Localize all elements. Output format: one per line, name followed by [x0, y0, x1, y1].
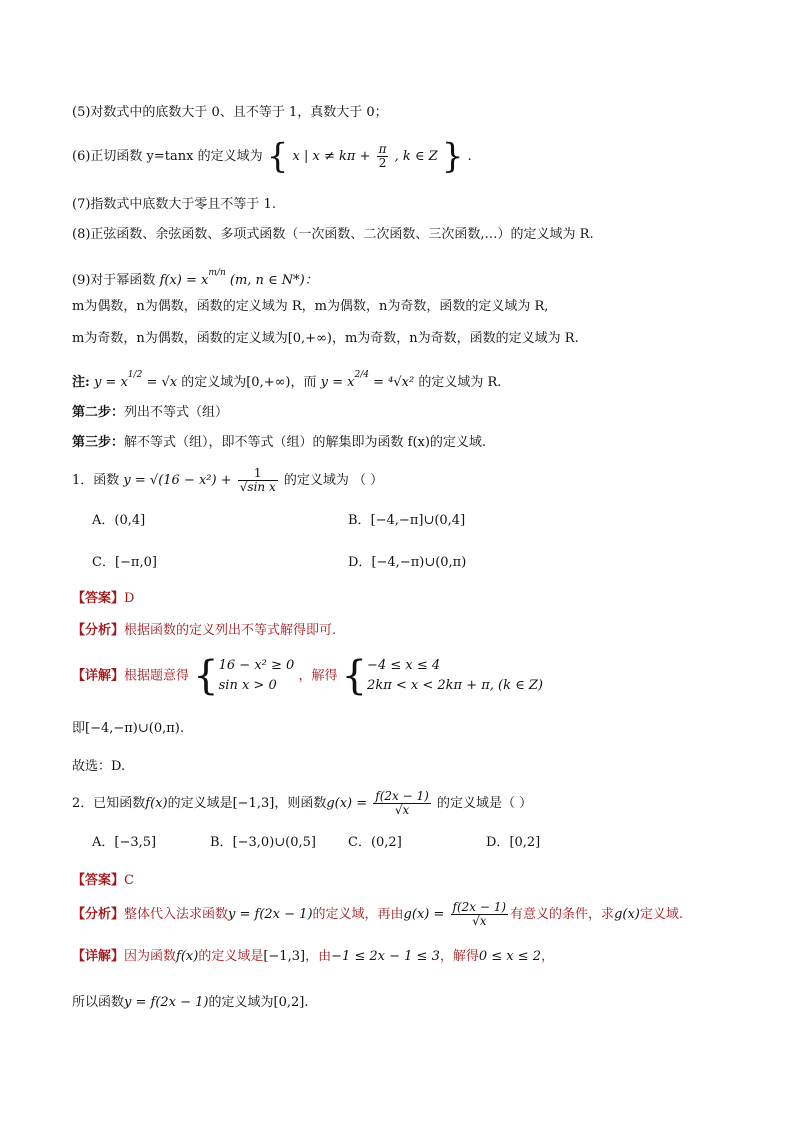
left-brace: { [266, 136, 289, 177]
right-brace: } [441, 136, 464, 177]
rule-8: (8)正弦函数、余弦函数、多项式函数（一次函数、二次函数、三次函数,…）的定义域为 R. [72, 227, 594, 242]
q2-detail-mid2: ，由 [305, 949, 332, 964]
q2-conclusion-pre: 所以函数 [72, 995, 125, 1010]
exponent-two-fourths: 2/4 [354, 370, 370, 380]
q2-domain: [−1,3] [232, 796, 275, 811]
step-2 [72, 404, 228, 422]
q1-detail-text: 根据题意得 [124, 668, 190, 684]
q2-analysis [72, 898, 683, 932]
q1-formula: y = √(16 − x²) + [123, 473, 232, 488]
q2-detail [72, 948, 554, 966]
exponent-m-over-n: m/n [208, 268, 226, 278]
q1-prefix: 1．函数 [72, 473, 120, 488]
pi-over-two: $\frac{\pi}{2}$ [378, 142, 387, 170]
rule-9 [72, 262, 318, 292]
q2-detail-f: f(x) [176, 949, 199, 964]
rule-6-text: (6)正切函数 y=tanx 的定义域为 [72, 149, 263, 164]
q2-fraction: $\frac{f(2x - 1)}{√x}$ [375, 789, 429, 817]
q1-option-a: A．(0,4] [92, 513, 146, 528]
exponent-half: 1/2 [127, 370, 143, 380]
q2-conclusion [72, 994, 309, 1012]
note-text-mid: 的定义域为[0,+∞)，而 [181, 375, 317, 390]
q1-fraction: $\frac{1}{\text{√sin x}}$ [239, 466, 276, 494]
q2-analysis-g: g(x) = [403, 907, 445, 922]
q2-option-b: B．[−3,0)∪(0,5] [210, 835, 316, 850]
q2-option-a: A．[−3,5] [92, 835, 157, 850]
q2-suffix: 的定义域是（ ） [436, 796, 533, 811]
rule-7: (7)指数式中底数大于零且不等于 1. [72, 197, 276, 212]
q2-option-c: C．(0,2] [348, 835, 402, 850]
step-3-text: 解不等式（组），即不等式（组）的解集即为函数 f(x)的定义域. [124, 435, 487, 450]
q2-conclusion-result: [0,2] [273, 995, 305, 1010]
q2-conclusion-f: y = f(2x − 1) [124, 995, 209, 1010]
q1-analysis-label: 【分析】 [72, 623, 125, 638]
q2-detail-label: 【详解】 [72, 949, 125, 964]
q1-suffix: 的定义域为 （ ） [283, 473, 384, 488]
q2-function: f(x) [145, 796, 168, 811]
system-brace-1: { [193, 653, 219, 699]
rule-9-case-1: m为偶数，n为偶数，函数的定义域为 R，m为偶数，n为奇数，函数的定义域为 R, [72, 299, 549, 314]
rule-6-set-end: , k ∈ Z [394, 149, 438, 164]
q2-answer [72, 872, 134, 890]
note-formula-1: y = x [93, 375, 128, 390]
system-brace-2: { [341, 653, 368, 699]
note-label: 注: [72, 375, 90, 390]
note-formula-2-root: = ⁴√x² [373, 375, 415, 390]
q1-option-c: C．[−π,0] [92, 555, 157, 570]
q1-conclusion: 即[−4,−π)∪(0,π). [72, 721, 184, 736]
q2-detail-mid: 的定义域是 [198, 949, 264, 964]
q2-detail-end: ， [541, 949, 555, 964]
q2-g: g(x) = [326, 796, 368, 811]
power-function: f(x) = x [159, 273, 209, 288]
q1-analysis [72, 622, 336, 640]
q2-analysis-post: 有意义的条件，求 [510, 907, 615, 922]
step-2-text: 列出不等式（组） [124, 405, 229, 420]
q2-analysis-end: 定义域. [639, 907, 683, 922]
q2-analysis-g2: g(x) [614, 907, 640, 922]
rule-6-end: . [467, 149, 472, 164]
q1-detail [72, 653, 543, 699]
q1-choose: 故选：D. [72, 759, 126, 774]
q2-conclusion-end: . [304, 995, 309, 1010]
step-3 [72, 434, 486, 452]
q1-detail-mid: ，解得 [298, 668, 338, 684]
inequality-system-1: 16 − x² ≥ 0 sin x > 0 [218, 658, 295, 693]
q1-answer [72, 590, 134, 608]
step-3-label: 第三步： [72, 435, 125, 450]
note-formula-1-root: = √x [146, 375, 178, 390]
question-1-stem [72, 466, 383, 496]
inequality-system-2: −4 ≤ x ≤ 4 2kπ < x < 2kπ + π, (k ∈ Z) [367, 658, 543, 693]
q2-text-1: 的定义域是 [167, 796, 233, 811]
q2-detail-domain: [−1,3] [263, 949, 306, 964]
rule-9-case-2: m为奇数，n为偶数，函数的定义域为[0,+∞)，m为奇数，n为奇数，函数的定义域为 R. [72, 331, 579, 346]
q2-analysis-label: 【分析】 [72, 907, 125, 922]
q1-answer-value: D [124, 591, 135, 606]
rule-6 [72, 136, 472, 177]
q2-analysis-fraction: $\frac{f(2x - 1)}{√x}$ [452, 900, 507, 928]
q1-option-b: B．[−4,−π]∪(0,4] [348, 513, 466, 528]
note-formula-2: y = x [320, 375, 355, 390]
rule-6-set: x | x ≠ kπ + [292, 149, 371, 164]
q2-detail-result: 0 ≤ x ≤ 2 [478, 949, 542, 964]
q2-answer-label: 【答案】 [72, 873, 125, 888]
note [72, 364, 501, 394]
note-text-end: 的定义域为 R. [418, 375, 502, 390]
q1-detail-label: 【详解】 [72, 668, 125, 684]
q2-analysis-text: 整体代入法求函数 [124, 907, 229, 922]
q2-answer-value: C [124, 873, 134, 888]
q2-detail-inequality: −1 ≤ 2x − 1 ≤ 3 [331, 949, 440, 964]
rule-9-text: (9)对于幂函数 [72, 273, 156, 288]
rule-5: (5)对数式中的底数大于 0、且不等于 1，真数大于 0； [72, 105, 388, 120]
q2-analysis-f: y = f(2x − 1) [228, 907, 313, 922]
q2-detail-mid3: ，解得 [439, 949, 479, 964]
rule-9-condition: (m, n ∈ N*)： [229, 273, 318, 288]
q2-text-2: ，则函数 [274, 796, 327, 811]
question-2-stem [72, 788, 532, 820]
q1-answer-label: 【答案】 [72, 591, 125, 606]
q2-prefix: 2．已知函数 [72, 796, 146, 811]
step-2-label: 第二步： [72, 405, 125, 420]
q1-option-d: D．[−4,−π)∪(0,π) [348, 555, 467, 570]
q2-option-d: D．[0,2] [486, 835, 541, 850]
q2-detail-text: 因为函数 [124, 949, 177, 964]
q2-conclusion-mid: 的定义域为 [208, 995, 274, 1010]
q2-analysis-mid: 的定义域，再由 [312, 907, 404, 922]
q1-analysis-text: 根据函数的定义列出不等式解得即可. [124, 623, 337, 638]
